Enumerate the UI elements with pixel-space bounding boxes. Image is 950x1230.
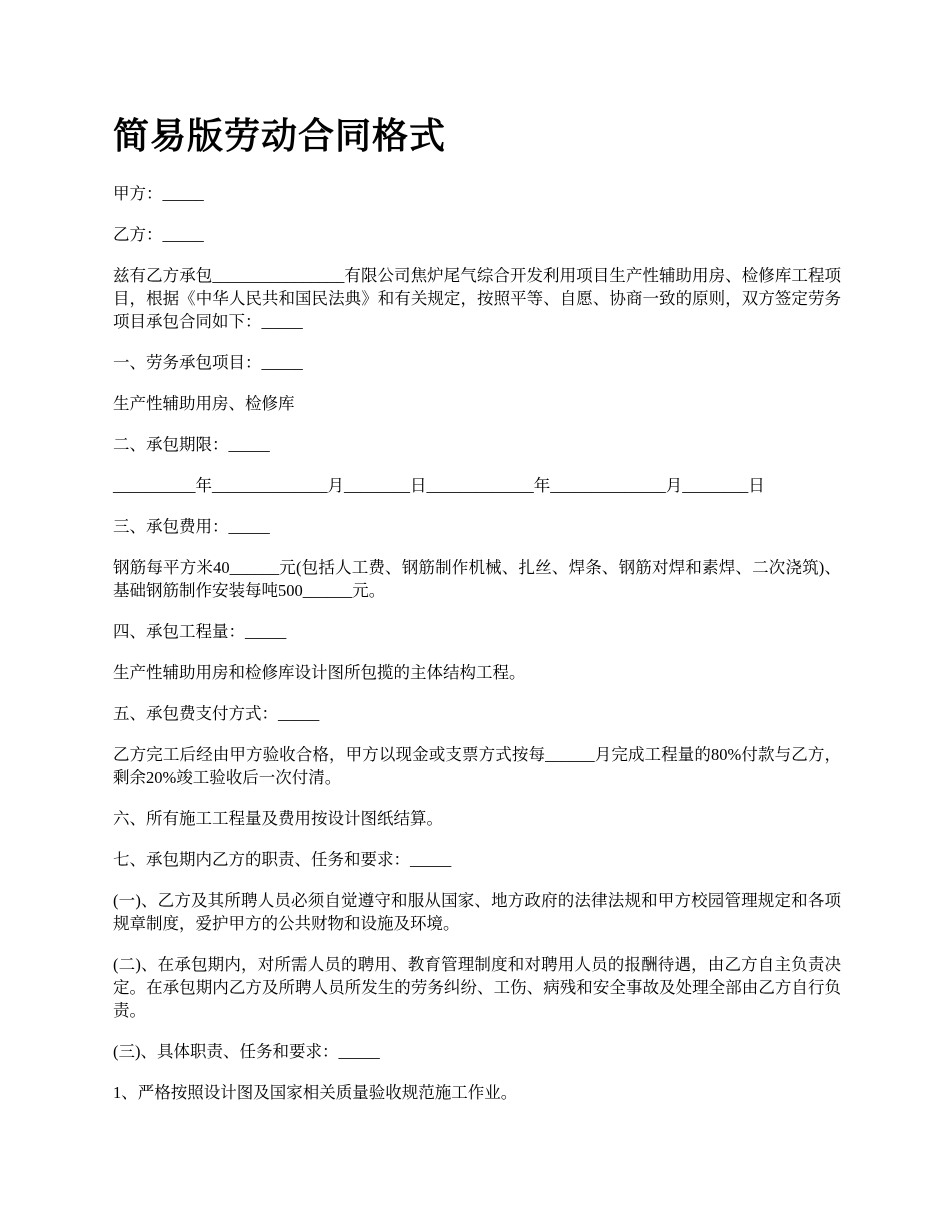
section-7-item-3-heading: (三)、具体职责、任务和要求：_____	[113, 1042, 380, 1061]
document-title: 简易版劳动合同格式	[113, 116, 447, 156]
section-3-heading: 三、承包费用：_____	[113, 517, 270, 536]
party-a-line: 甲方：_____	[113, 184, 204, 203]
section-2-body: __________年______________月________日_____________年______________月________日	[113, 476, 765, 495]
section-7-item-2: (二)、在承包期内，对所需人员的聘用、教育管理制度和对聘用人员的报酬待遇，由乙方自主负责决定。在承包期内乙方及所聘人员所发生的劳务纠纷、工伤、病残和安全事故及处理全部由乙方自行负责。	[113, 955, 841, 1020]
document-page	[113, 112, 841, 1122]
section-5-body: 乙方完工后经由甲方验收合格，甲方以现金或支票方式按每______月完成工程量的80%付款与乙方，剩余20%竣工验收后一次付清。	[113, 745, 841, 787]
section-7-heading: 七、承包期内乙方的职责、任务和要求：_____	[113, 850, 452, 869]
section-2-heading: 二、承包期限：_____	[113, 435, 270, 454]
party-b-line: 乙方：_____	[113, 225, 204, 244]
section-6-line: 六、所有施工工程量及费用按设计图纸结算。	[113, 809, 443, 828]
section-3-body: 钢筋每平方米40______元(包括人工费、钢筋制作机械、扎丝、焊条、钢筋对焊和素焊、二次浇筑)、基础钢筋制作安装每吨500______元。	[113, 558, 841, 600]
section-5-heading: 五、承包费支付方式：_____	[113, 704, 320, 723]
preamble-paragraph: 兹有乙方承包________________有限公司焦炉尾气综合开发利用项目生产性辅助用房、检修库工程项目，根据《中华人民共和国民法典》和有关规定，按照平等、自愿、协商一致的原则，双方签定劳务项目承包合同如下：_____	[113, 266, 841, 331]
section-1-heading: 一、劳务承包项目：_____	[113, 353, 303, 372]
section-7-item-1: (一)、乙方及其所聘人员必须自觉遵守和服从国家、地方政府的法律法规和甲方校园管理规定和各项规章制度，爱护甲方的公共财物和设施及环境。	[113, 891, 841, 933]
section-7-item-3-point-1: 1、严格按照设计图及国家相关质量验收规范施工作业。	[113, 1083, 518, 1102]
section-4-heading: 四、承包工程量：_____	[113, 622, 287, 641]
section-1-body: 生产性辅助用房、检修库	[113, 394, 295, 413]
section-4-body: 生产性辅助用房和检修库设计图所包揽的主体结构工程。	[113, 663, 526, 682]
